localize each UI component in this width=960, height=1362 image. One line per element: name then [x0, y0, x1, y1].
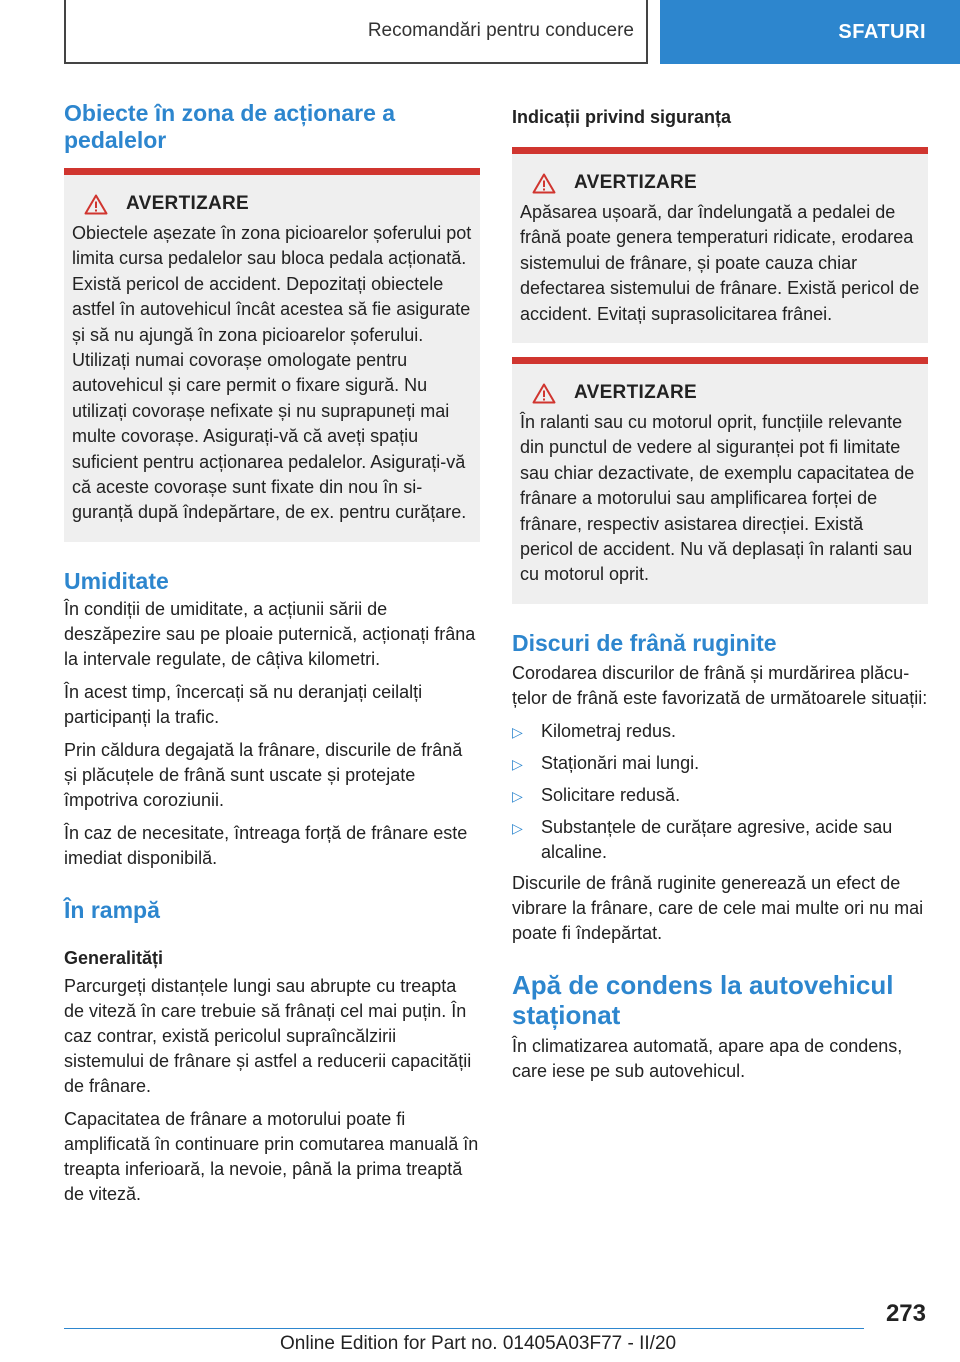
- warning-label: AVERTIZARE: [574, 382, 697, 404]
- condensate-title: Apă de condens la autovehicul staționat: [512, 969, 894, 1030]
- warning-label: AVERTIZARE: [574, 172, 697, 193]
- triangle-bullet-icon: ▷: [512, 723, 523, 740]
- humidity-title: Umiditate: [64, 567, 169, 594]
- warning-text: Obiectele așezate în zona picioarelor șoferului pot limita cursa pedalelor sau bloca pedala acționată. Există pericol de accident. Depozitați obiectele astfel în autovehicul încât acestea să fie asigurate și să nu ajungă în zona picioarelor șoferului. Utilizați numai covorașe omologate pentru autovehicul și care permit o fixare sigură. Nu utilizați covorașe nefixate și nu suprapuneți mai multe covorașe. Asigurați-vă că aveți spațiu suficient pentru acționarea pedalelor. Asigurați-vă că aceste covorașe sunt fixate din nou în siguranță după îndepărtare, de ex. pentru curățare.: [72, 223, 472, 523]
- warning-text: Apăsarea ușoară, dar îndelungată a pedalei de frână poate genera temperaturi ridicate, erodarea sistemului de frânare, și poate cauza chiar defectarea sistemului de frânare. Există pericol de accident. Evitați suprasolicitarea frânei.: [520, 202, 920, 324]
- pedal-objects-title: Obiecte în zona de acționare a pedalelor: [64, 100, 396, 153]
- ramp-paragraph-2: Capacitatea de frânare a motorului poate fi amplificată în continuare prin comutarea manuală în treapta inferioară, la nevoie, până la prima treaptă de viteză.: [64, 1108, 479, 1204]
- condensate-text: În climatizarea automată, apare apa de condens, care iese pe sub autovehicul.: [512, 1035, 903, 1081]
- rusty-discs-title: Discuri de frână ruginite: [512, 629, 777, 656]
- humidity-paragraph-1: În condiții de umiditate, a acțiunii sării de deszăpezire sau pe ploaie puternică, acționați frâna la intervale regulate, de câțiva kilometri.: [64, 598, 476, 669]
- triangle-bullet-icon: ▷: [512, 787, 523, 804]
- humidity-paragraph-3: Prin căldura degajată la frânare, discurile de frână și plăcuțele de frână sunt uscate și protejate împotriva coroziunii.: [64, 739, 463, 810]
- warning-label: AVERTIZARE: [126, 193, 249, 214]
- warning-heading: [520, 172, 920, 194]
- chapter-header: [64, 0, 648, 64]
- rusty-discs-list: [512, 719, 928, 865]
- warning-icon: [532, 383, 556, 404]
- chapter-title: Recomandări pentru conducere: [367, 20, 634, 41]
- section-label: SFATURI: [838, 20, 926, 43]
- triangle-bullet-icon: ▷: [512, 819, 523, 836]
- triangle-bullet-icon: ▷: [512, 755, 523, 772]
- warning-heading: [520, 382, 920, 404]
- humidity-paragraph-2: În acest timp, încercați să nu deranjați ceilalți participanți la trafic.: [64, 681, 423, 727]
- rusty-discs-outro: Discurile de frână ruginite generează un efect de vibrare la frânare, care de cele mai multe ori nu mai poate fi îndepărtat.: [512, 872, 924, 943]
- warning-icon: [532, 173, 556, 194]
- ramp-subtitle: Generalități: [64, 947, 164, 968]
- section-tab[interactable]: [660, 0, 960, 64]
- right-column: [512, 100, 928, 1084]
- edition-footer: Online Edition for Part no. 01405A03F77 - II/20: [280, 1333, 677, 1354]
- ramp-title: În rampă: [64, 896, 160, 923]
- warning-box-brake-wear: [512, 147, 928, 343]
- rusty-discs-intro: Corodarea discurilor de frână și murdărirea plăcuțelor de frână este favorizată de următoarele situații:: [512, 662, 928, 708]
- warning-icon: [84, 194, 108, 215]
- list-item: ▷ Kilometraj redus.: [512, 719, 928, 745]
- warning-box-idle: [512, 357, 928, 604]
- warning-text: În ralanti sau cu motorul oprit, funcțiile relevante din punctul de vedere al siguranței pot fi limitate sau chiar dezactivate, de exemplu capacitatea de frânare a motorului sau amplificarea forței de frânare, respectiv asistarea direcției. Există pericol de accident. Nu vă deplasați în ralanti sau cu motorul oprit.: [520, 412, 915, 585]
- footer-divider: [64, 1328, 864, 1329]
- warning-heading: [72, 193, 472, 215]
- list-item: ▷ Substanțele de curățare agresive, acide sau alcaline.: [512, 815, 928, 865]
- list-item: ▷ Staționări mai lungi.: [512, 751, 928, 777]
- humidity-paragraph-4: În caz de necesitate, întreaga forță de frânare este imediat disponibilă.: [64, 822, 468, 868]
- page-number: 273: [885, 1300, 926, 1327]
- safety-title: Indicații privind siguranța: [512, 107, 732, 127]
- list-item: ▷ Solicitare redusă.: [512, 783, 928, 809]
- ramp-paragraph-1: Parcurgeți distanțele lungi sau abrupte cu treapta de viteză în care trebuie să frânați cel mai puțin. În caz contrar, există pericolul supraîncălzirii sistemului de frânare și astfel a reducerii capacității de frânare.: [64, 975, 472, 1096]
- warning-box-pedals: [64, 168, 480, 542]
- left-column: [64, 100, 480, 1207]
